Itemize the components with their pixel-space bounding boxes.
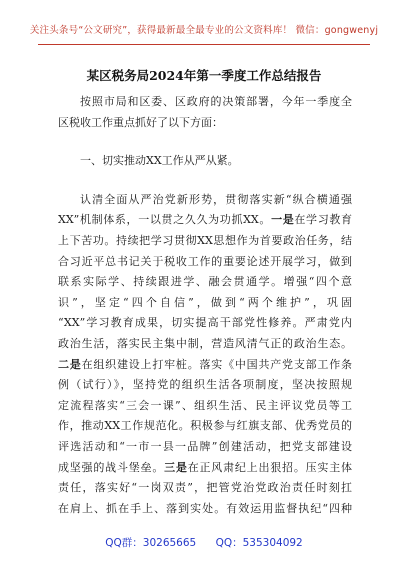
paragraph-gap bbox=[58, 172, 352, 190]
qq-group: QQ群：30265665 bbox=[105, 537, 197, 549]
text-line: 合习近平总书记关于税收工作的重要论述开展学习，做到 bbox=[58, 254, 352, 268]
text-line: 在肩上、抓在手上、落到实处。有效运用监督执纪“四种 bbox=[58, 501, 352, 515]
text-line: 例（试行）》，坚持党的组织生活各项制度，坚决按照规 bbox=[58, 378, 352, 392]
text-run: 在学习教育 bbox=[294, 213, 353, 227]
keyword-yi: 一是 bbox=[271, 213, 295, 227]
text-line: 联系实际学、持续跟进学、融会贯通学。增强“四个意 bbox=[58, 275, 352, 289]
text-line: 作，推动XX工作规范化。积极参与红旗支部、优秀党员的 bbox=[58, 419, 352, 433]
text-run: XX”机制体系，一以贯之久久为功抓XX。 bbox=[58, 213, 272, 227]
body-paragraph bbox=[58, 190, 352, 520]
text-line: 责任，落实好“一岗双责”，把管党治党政治责任时刻扛 bbox=[58, 481, 352, 495]
text-line: 政治生活，落实民主集中制，营造风清气正的政治生态。 bbox=[58, 336, 352, 350]
section-heading bbox=[58, 151, 352, 172]
text-line: 一、切实推动XX工作从严从紧。 bbox=[80, 154, 239, 168]
text-run: 在正风肃纪上出狠招。压实主体 bbox=[187, 460, 353, 474]
footer-contact bbox=[0, 535, 408, 550]
text-line: 认清全面从严治党新形势，贯彻落实新“纵合横通强 bbox=[80, 192, 352, 206]
document-title: 某区税务局2024年第一季度工作总结报告 bbox=[86, 68, 322, 83]
header-banner: 关注头条号“公文研究”，获得最新最全最专业的公文资料库！ 微信：gongwenyj bbox=[29, 25, 379, 36]
text-line bbox=[58, 210, 352, 231]
text-line: 评选活动和“一市一县一品牌”创建活动，把党支部建设 bbox=[58, 439, 352, 453]
text-line bbox=[58, 355, 352, 376]
header-divider bbox=[38, 44, 370, 45]
document-body bbox=[58, 92, 352, 519]
text-run: 在组织建设上打牢桩。落实《中国共产党支部工作条 bbox=[81, 357, 353, 371]
keyword-san: 三是 bbox=[164, 460, 188, 474]
text-line: 识”，坚定“四个自信”，做到“两个维护”，巩固 bbox=[58, 295, 352, 309]
text-line: 按照市局和区委、区政府的决策部署，今年一季度全 bbox=[80, 95, 352, 108]
text-line: 区税收工作重点抓好了以下方面： bbox=[58, 115, 223, 129]
text-run: 成坚强的战斗堡垒。 bbox=[58, 460, 165, 474]
text-line: “XX”学习教育成果，切实提高干部党性修养。严肃党内 bbox=[58, 316, 352, 330]
keyword-er: 二是 bbox=[58, 357, 82, 371]
text-line bbox=[58, 458, 352, 479]
text-line: 定流程落实“三会一课”、组织生活、民主评议党员等工 bbox=[58, 398, 352, 412]
intro-paragraph bbox=[58, 92, 352, 133]
qq-number: QQ：535304092 bbox=[215, 537, 303, 549]
text-line: 上下苦功。持续把学习贯彻XX思想作为首要政治任务，结 bbox=[58, 233, 352, 247]
paragraph-gap bbox=[58, 133, 352, 151]
